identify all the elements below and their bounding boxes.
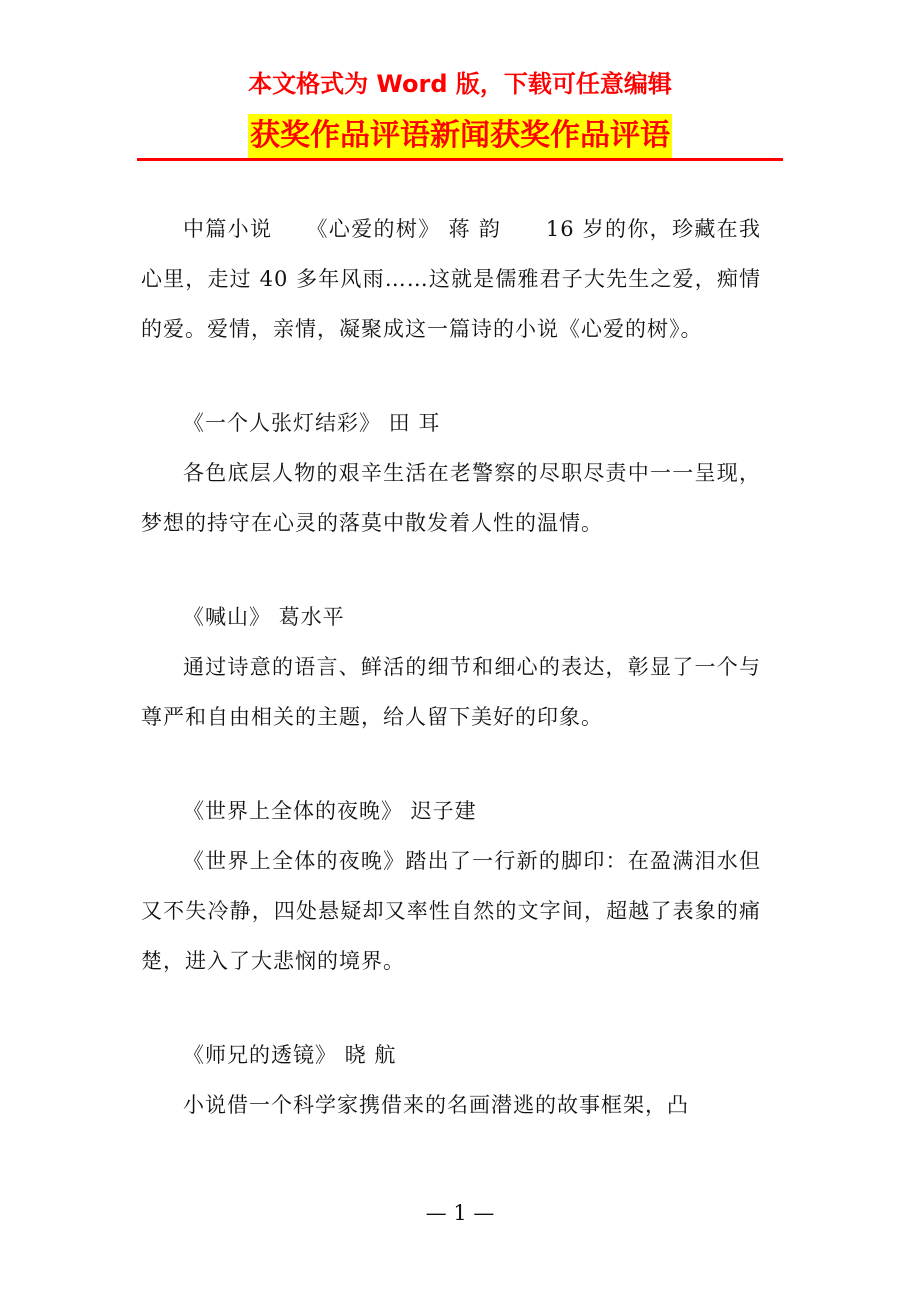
document-body (141, 204, 761, 1130)
work-comment: 《世界上全体的夜晚》踏出了一行新的脚印：在盈满泪水但又不失冷静，四处悬疑却又率性自然的文字间，超越了表象的痛楚，进入了大悲悯的境界。 (141, 849, 761, 973)
title-container (0, 114, 920, 158)
page-number: — 1 — (425, 1201, 495, 1225)
work-heading: 《喊山》 葛水平 (183, 605, 345, 629)
work-heading: 《世界上全体的夜晚》 迟子建 (183, 799, 477, 823)
work-heading: 《一个人张灯结彩》 田 耳 (183, 411, 441, 435)
document-title: 获奖作品评语新闻获奖作品评语 (248, 114, 672, 158)
work-heading: 《师兄的透镜》 晓 航 (183, 1043, 397, 1067)
work-comment: 各色底层人物的艰辛生活在老警察的尽职尽责中一一呈现，梦想的持守在心灵的落莫中散发着人性的温情。 (141, 461, 761, 535)
paragraph-intro: 中篇小说 《心爱的树》 蒋 韵 16 岁的你，珍藏在我心里，走过 40 多年风雨……这就是儒雅君子大先生之爱，痴情的爱。爱情，亲情，凝聚成这一篇诗的小说《心爱的树》。 (141, 217, 761, 341)
work-comment: 小说借一个科学家携借来的名画潜逃的故事框架，凸 (183, 1093, 689, 1117)
work-comment: 通过诗意的语言、鲜活的细节和细心的表达，彰显了一个与尊严和自由相关的主题，给人留下美好的印象。 (141, 655, 761, 729)
format-notice: 本文格式为 Word 版，下载可任意编辑 (248, 70, 672, 98)
title-divider (137, 158, 783, 161)
